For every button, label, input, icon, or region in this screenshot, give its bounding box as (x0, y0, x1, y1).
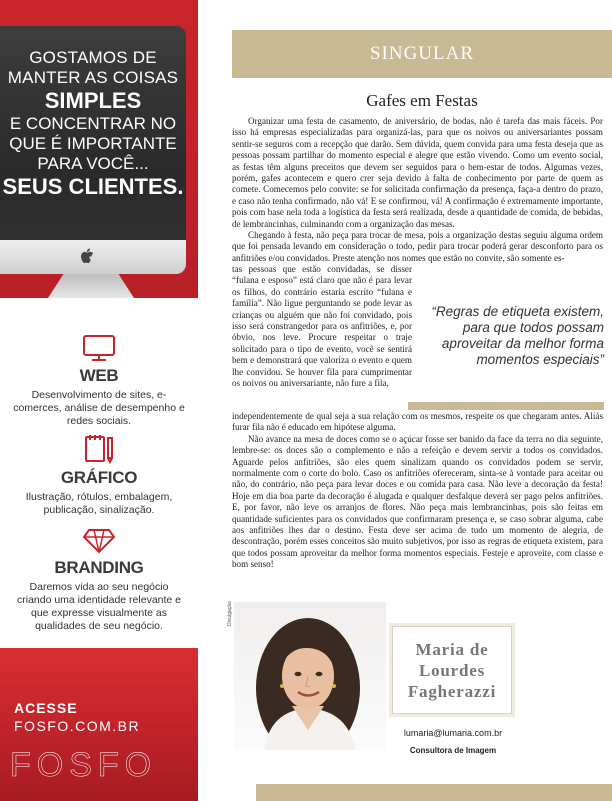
section-header (232, 30, 612, 78)
diamond-icon (83, 528, 115, 554)
service-web (0, 334, 198, 428)
slogan-line: MANTER AS COISAS (7, 68, 179, 87)
paragraph: Organizar uma festa de casamento, de aniversário, de bodas, não é tarefa das mais fáceis. Por isso há empresas especializadas para organizá-las, para que os noivos ou aniversariantes possam sentir-se seguros com a recepção que darão. Sem dúvida, quem convida para uma festa deseja que as pessoas possam partilhar do momento especial e alegre que estão vivendo. Como um evento social, as festas têm alguns preceitos que devem ser seguidos para o bem-estar de todos. Algumas vezes, porém, gafes acontecem e quero crer seja devido à falta de conhecimento por parte de quem as comete. Comecemos pelo convite: se for solicitada confirmação da presença, faça-a dentro do prazo, e caso não tenha confirmado, não vá! E se confirmou, vá! A confirmação é extremamente importante, pois com base nela toda a logística da festa será realizada, desde a quantidade de comida, de bebidas, de lembrancinhas, culminando com a organização das mesas. (232, 116, 603, 229)
ad-hero (0, 0, 198, 298)
article-body-narrow (232, 264, 412, 389)
service-branding (0, 528, 198, 633)
service-title: BRANDING (54, 558, 144, 577)
article-title: Gafes em Festas (366, 91, 478, 110)
slogan-line: GOSTAMOS DE (29, 48, 157, 67)
slogan-simples: SIMPLES (44, 88, 142, 113)
slogan-line: E CONCENTRAR NO (9, 114, 177, 133)
fosfo-advertisement (0, 0, 198, 801)
paragraph: independentemente de qual seja a sua relação com os mesmos, respeite os que chegaram antes. Aliás furar fila não é educado em hipótese alguma. (232, 411, 603, 433)
paragraph: Chegando à festa, não peça para trocar de mesa, pois a organização destas seguiu alguma ordem que foi pensada levando em consideração o todo, pedir para trocar poderá gerar desconforto para os anfitriões e/ou convidados. Preste atenção nos nomes que estão no convite, são somente es- (232, 230, 603, 263)
author-email[interactable]: lumaria@lumaria.com.br (403, 728, 503, 738)
slogan-line: QUE É IMPORTANTE (9, 134, 177, 153)
quote-divider (408, 402, 604, 410)
service-description: Desenvolvimento de sites, e-comerces, análise de desempenho e redes sociais. (13, 389, 185, 427)
pull-quote: “Regras de etiqueta existem, para que todos possam aproveitar da melhor forma momentos especiais” (431, 304, 604, 367)
service-description: Daremos vida ao seu negócio criando uma identidade relevante e que expresse visualmente as qualidades de seu negócio. (16, 581, 182, 632)
service-title: GRÁFICO (60, 468, 138, 487)
author-name-box (392, 626, 512, 714)
notebook-pencil-icon (82, 434, 116, 464)
section-title: SINGULAR (369, 43, 475, 64)
paragraph: Não avance na mesa de doces como se o açúcar fosse ser banido da face da terra no dia seguinte, lembre-se: os doces são o complemento e não a refeição e devem servir a todos os convidados. Aguarde pelos anfitriões, são eles quem sinalizam quando os convidados podem se servir, normalmente com o corte do bolo. Caso os anfitriões ofereceram, sinta-se à vontade para aceitar ou não, do contrário, não peça para levar doces e ou comida para casa. Não leve a decoração da festa! Hoje em dia boa parte da decoração é alugada e qualquer desfalque deverá ser pago pelos anfitriões. E, por favor, não leve os arranjos de flores. Não peça mais lembrancinhas, pois são feitas em quantidade suficientes para os convidados que confirmaram presença e, se caso sobrar alguma, cabe aos anfitriões lhes dar o destino. Festa deve ser acima de tudo um momento de alegria, de descontração, porém esses conceitos são muito subjetivos, por isso as regras de etiqueta existem, para que todos possam aproveitar da melhor forma momentos especiais. Festeje e aproveite, com classe e bom senso! (232, 433, 603, 570)
paragraph: tas pessoas que estão convidadas, se disser “fulana e esposo” está claro que não é para levar os filhos, do contrário estaria escrito “fulana e família”. Não ligue perguntando se pode levar as crianças ou alguém que não foi convidado, pois isso será constrangedor para os anfitriões, e, por óbvio, nos leve. Procure respeitar o traje solicitado para o tipo de evento, você se sentirá bem e demonstrará que valoriza o evento e quem lhe convidou. Se houver fila para cumprimentar os noivos ou aniversariante, não fure a fila, (232, 264, 412, 389)
author-name: Maria de Lourdes Fagherazzi (407, 640, 497, 701)
author-photo (234, 602, 386, 750)
article-body-bottom (232, 411, 603, 571)
ad-slogan (0, 48, 186, 200)
acesse-label: ACESSE (14, 700, 78, 716)
photo-credit: Divulgação (227, 601, 233, 626)
website-link[interactable]: FOSFO.COM.BR (14, 718, 141, 734)
author-portrait-illustration (234, 602, 386, 750)
service-title: WEB (79, 366, 119, 385)
ad-footer (0, 648, 198, 801)
apple-logo-icon (80, 248, 94, 264)
ad-services (0, 298, 198, 648)
slogan-clientes: SEUS CLIENTES. (2, 174, 184, 199)
service-grafico (0, 434, 198, 517)
footer-bar (256, 784, 612, 801)
slogan-line: PARA VOCÊ... (37, 154, 149, 173)
monitor-stand (48, 274, 134, 298)
service-description: Ilustração, rótulos, embalagem, publicação, sinalização. (25, 491, 173, 516)
article-body-top (232, 116, 603, 264)
monitor-icon (82, 334, 116, 362)
fosfo-logo: FOSFO (10, 746, 158, 784)
author-role: Consultora de Imagem (409, 746, 497, 755)
